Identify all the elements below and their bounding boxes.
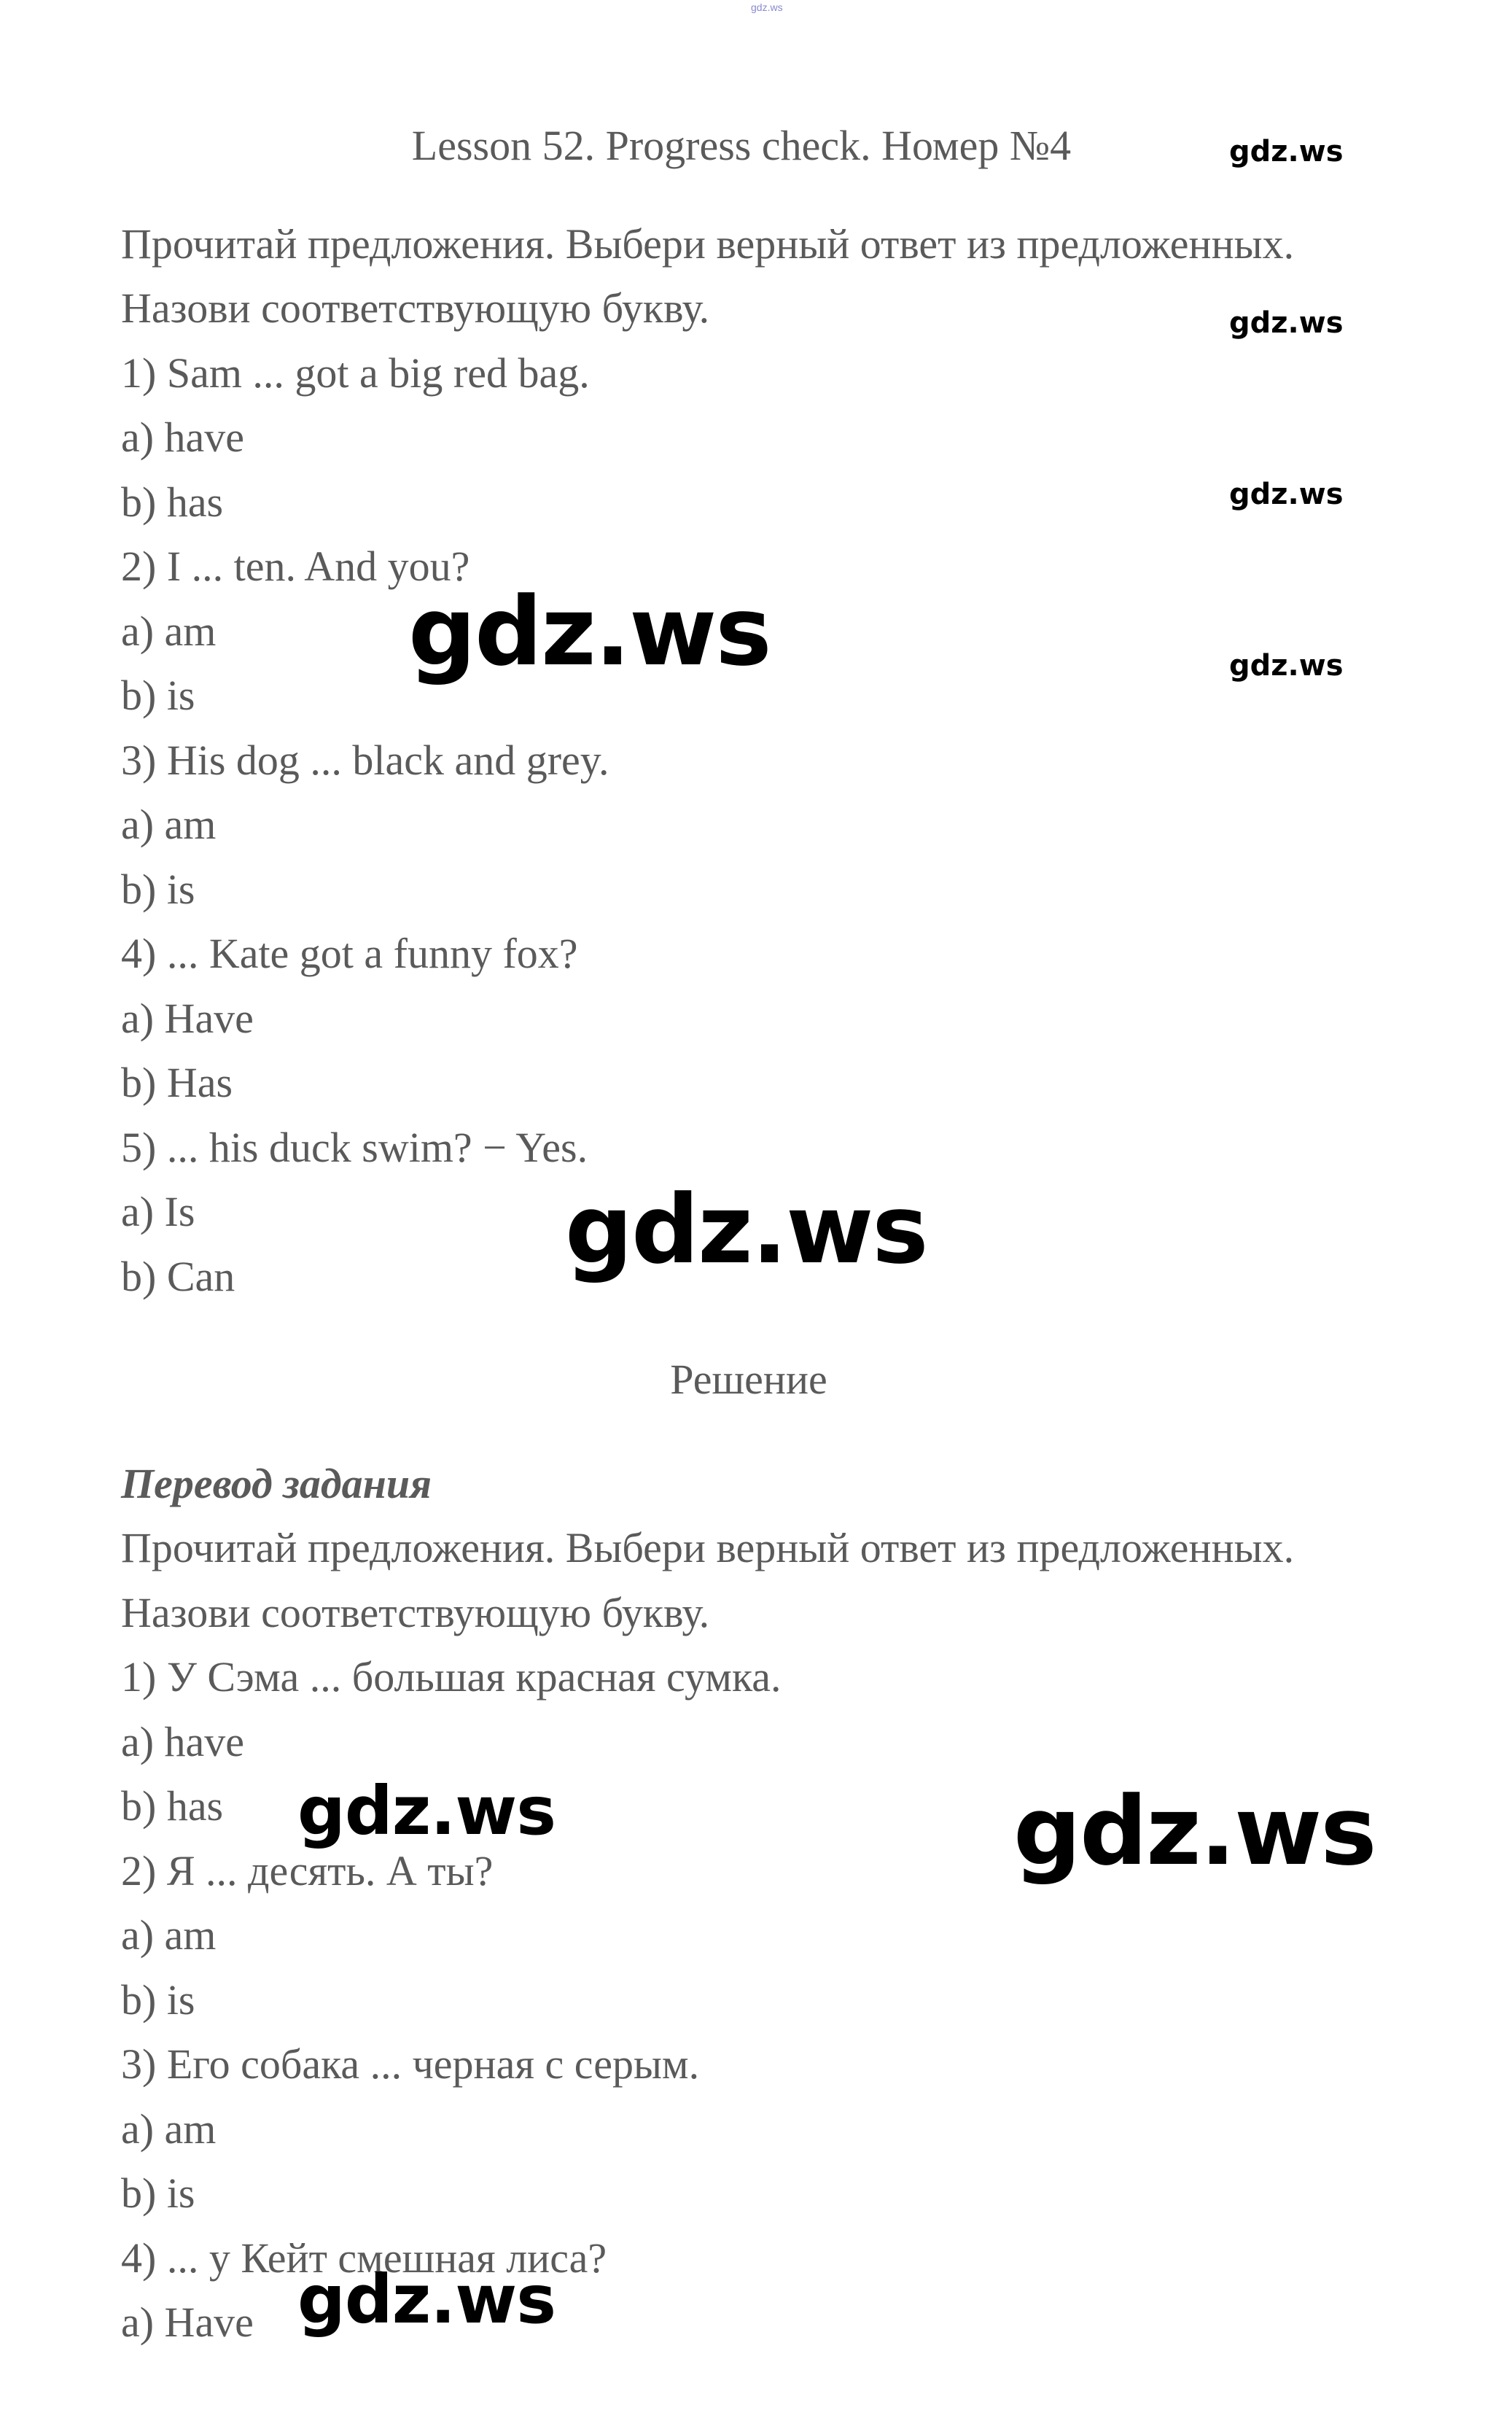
translation-question-2-option-b: b) is	[121, 1976, 195, 2024]
question-3: 3) His dog ... black and grey.	[121, 737, 609, 784]
translation-instruction-2: Назови соответствующую букву.	[121, 1589, 710, 1636]
question-1: 1) Sam ... got a big red bag.	[121, 349, 590, 397]
watermark-large-1: gdz.ws	[408, 576, 771, 687]
watermark-medium-2: gdz.ws	[297, 2261, 556, 2339]
question-3-option-a: a) am	[121, 801, 217, 848]
question-4-option-a: a) Have	[121, 995, 254, 1042]
task-instruction-1: Прочитай предложения. Выбери верный ответ из предложенных.	[121, 220, 1295, 268]
watermark-large-2: gdz.ws	[565, 1174, 927, 1285]
translation-question-2: 2) Я ... десять. А ты?	[121, 1847, 494, 1894]
translation-question-4: 4) ... у Кейт смешная лиса?	[121, 2234, 607, 2282]
translation-question-1-option-b: b) has	[121, 1782, 224, 1830]
watermark-medium-1: gdz.ws	[297, 1772, 556, 1850]
watermark-small-1: gdz.ws	[1229, 135, 1344, 168]
translation-heading: Перевод задания	[121, 1460, 432, 1507]
translation-question-1: 1) У Сэма ... большая красная сумка.	[121, 1653, 782, 1701]
question-1-option-b: b) has	[121, 478, 224, 526]
translation-question-4-option-a: a) Have	[121, 2298, 254, 2346]
question-2: 2) I ... ten. And you?	[121, 543, 470, 590]
question-5-option-b: b) Can	[121, 1253, 235, 1300]
question-5: 5) ... his duck swim? − Yes.	[121, 1124, 588, 1171]
watermark-small-2: gdz.ws	[1229, 306, 1344, 340]
translation-question-3-option-a: a) am	[121, 2105, 217, 2153]
task-instruction-2: Назови соответствующую букву.	[121, 284, 710, 332]
solution-heading: Решение	[670, 1356, 827, 1403]
question-1-option-a: a) have	[121, 413, 245, 461]
translation-instruction-1: Прочитай предложения. Выбери верный ответ из предложенных.	[121, 1524, 1295, 1571]
header-watermark: gdz.ws	[751, 1, 783, 13]
page-title: Lesson 52. Progress check. Номер №4	[411, 122, 1072, 169]
translation-question-1-option-a: a) have	[121, 1718, 245, 1765]
question-5-option-a: a) Is	[121, 1188, 195, 1235]
question-3-option-b: b) is	[121, 866, 195, 913]
translation-question-3: 3) Его собака ... черная с серым.	[121, 2040, 700, 2088]
watermark-small-3: gdz.ws	[1229, 478, 1344, 511]
question-2-option-a: a) am	[121, 607, 217, 655]
watermark-small-4: gdz.ws	[1229, 649, 1344, 683]
translation-question-2-option-a: a) am	[121, 1911, 217, 1959]
question-4-option-b: b) Has	[121, 1059, 233, 1106]
question-2-option-b: b) is	[121, 672, 195, 719]
translation-question-3-option-b: b) is	[121, 2169, 195, 2217]
question-4: 4) ... Kate got a funny fox?	[121, 930, 578, 977]
watermark-large-3: gdz.ws	[1013, 1776, 1376, 1886]
